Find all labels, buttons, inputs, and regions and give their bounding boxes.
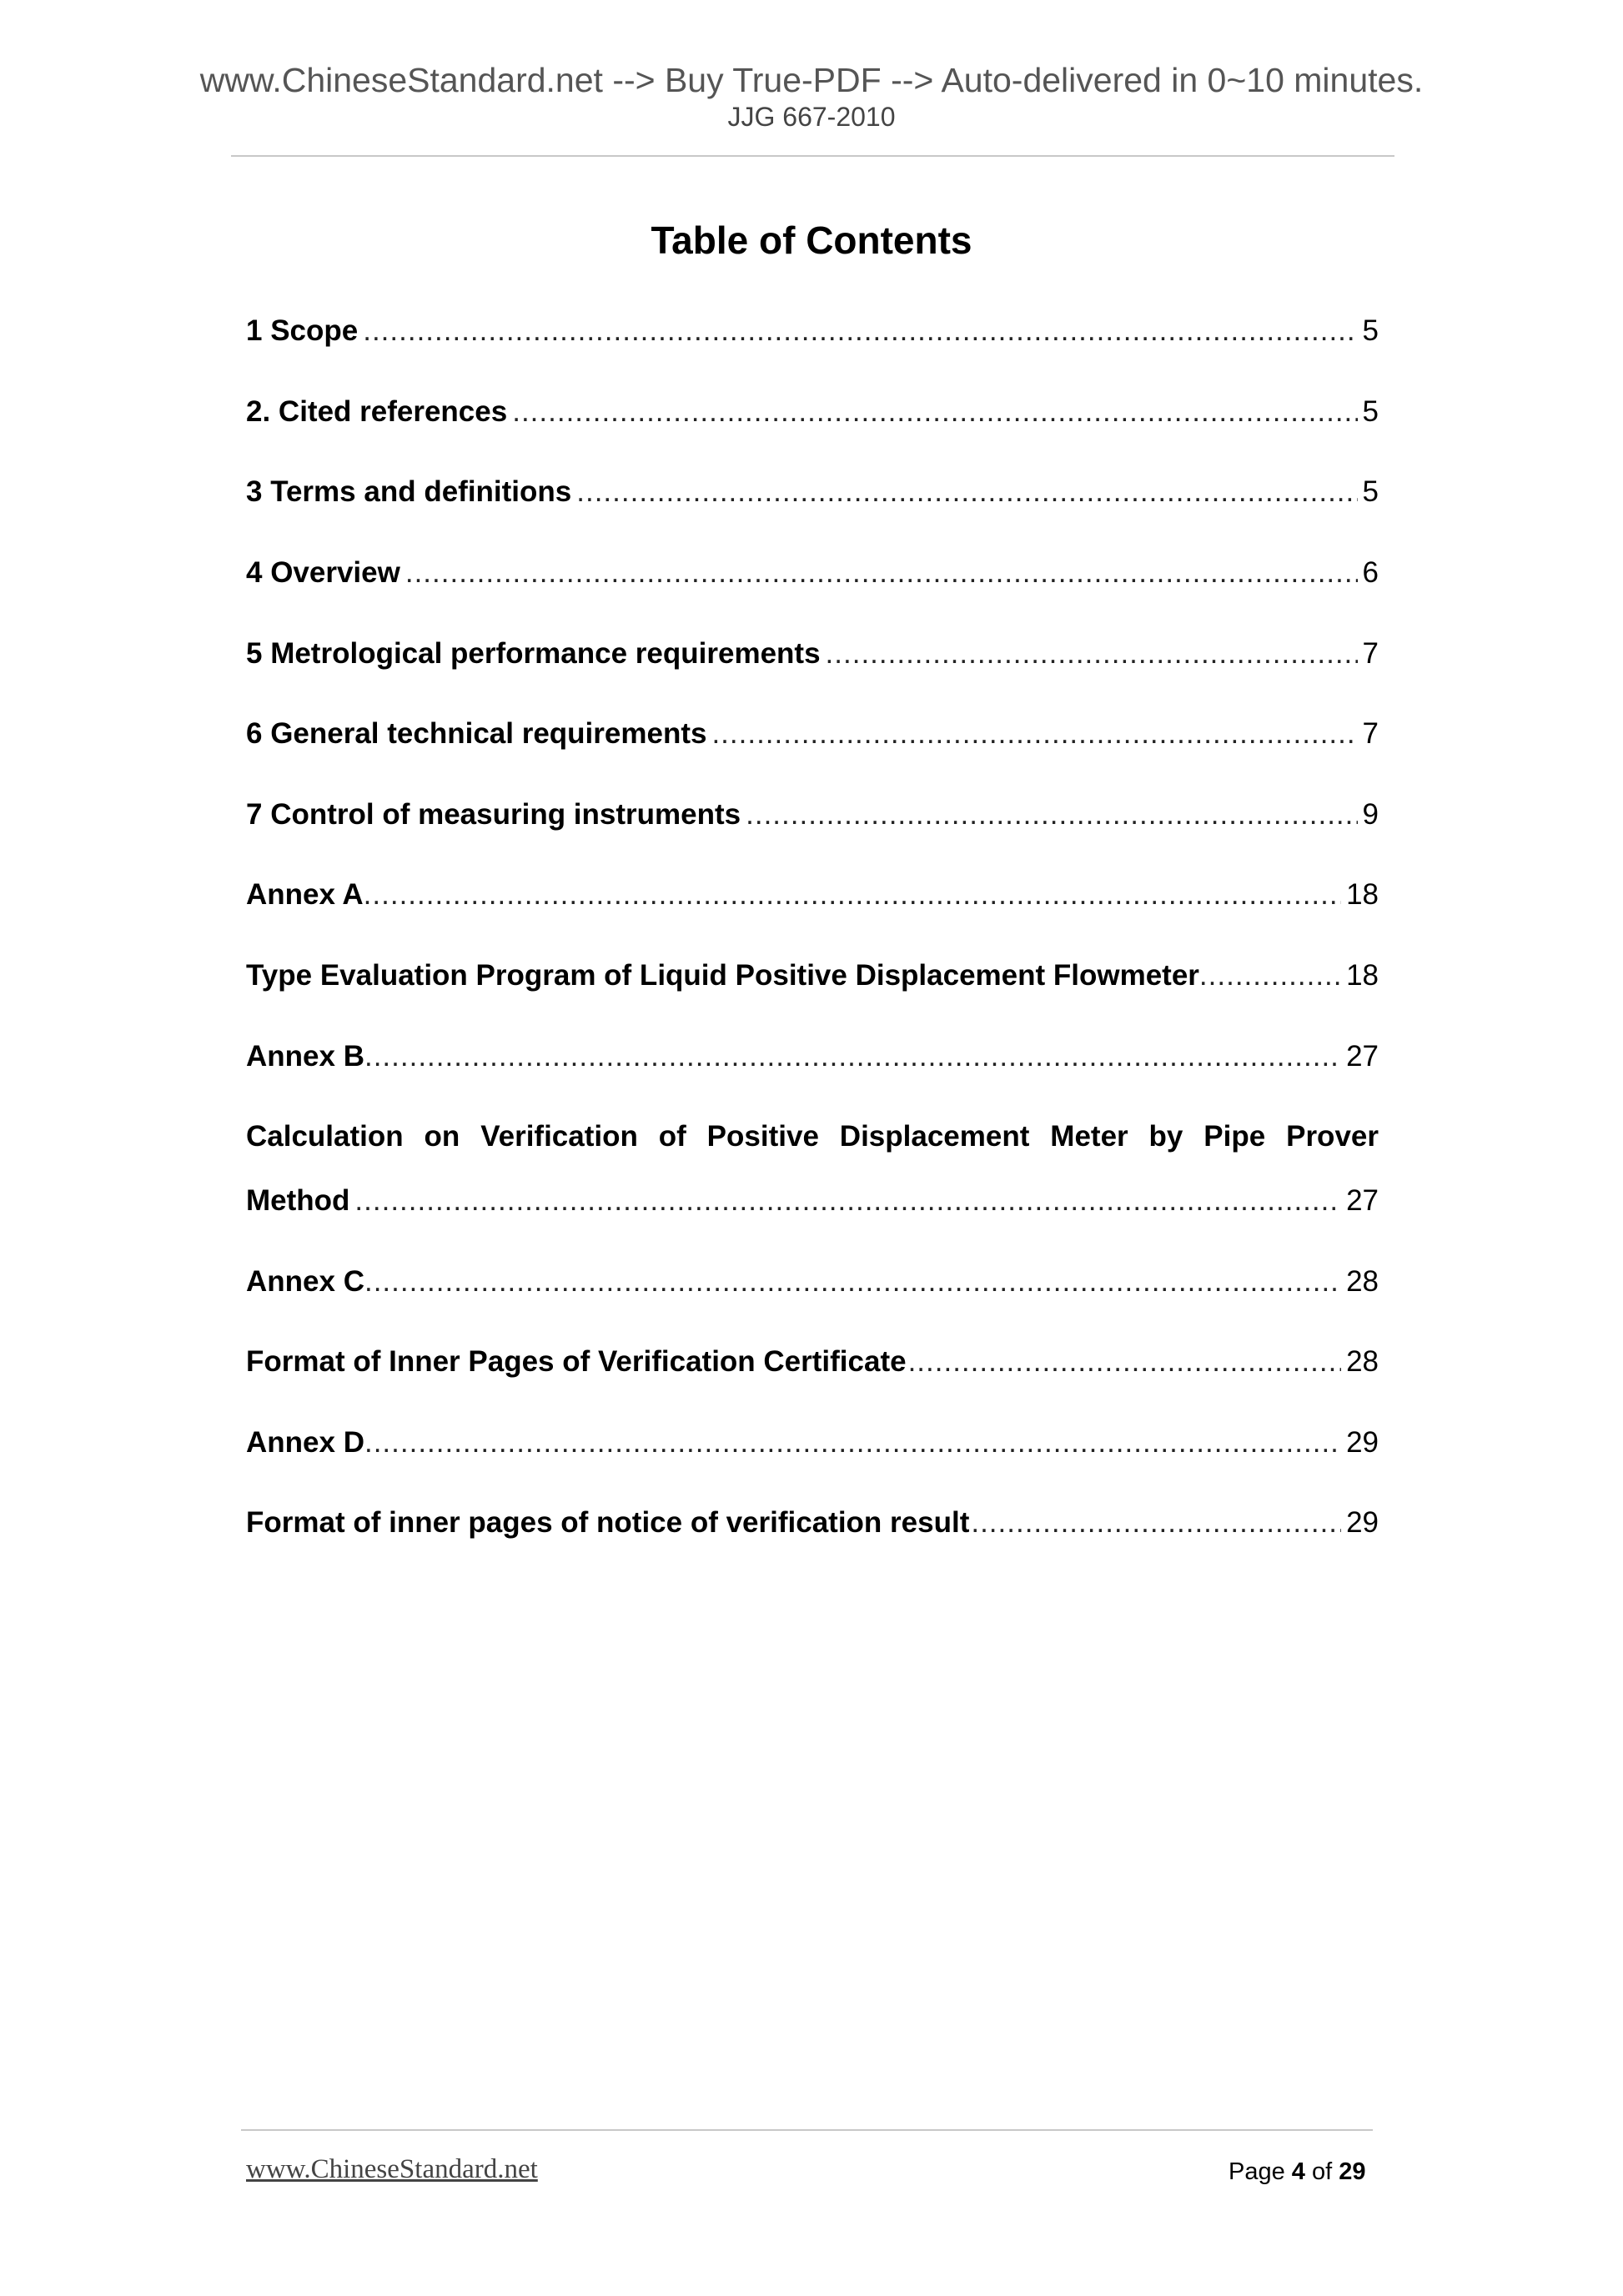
toc-entry-page: 28 xyxy=(1346,1345,1379,1378)
toc-entry-page: 9 xyxy=(1362,798,1379,831)
toc-entry-label: 3 Terms and definitions xyxy=(246,475,572,508)
page-current: 4 xyxy=(1291,2158,1305,2185)
toc-entry-label: 6 General technical requirements xyxy=(246,717,707,750)
toc-entry-scope[interactable] xyxy=(246,314,1379,348)
toc-entry-page: 5 xyxy=(1362,395,1379,428)
toc-entry-verification-certificate-format[interactable] xyxy=(246,1345,1379,1379)
page-prefix: Page xyxy=(1229,2158,1285,2185)
dot-leader xyxy=(711,717,1357,751)
toc-entry-page: 7 xyxy=(1362,717,1379,750)
toc-entry-label: Format of Inner Pages of Verification Certificate xyxy=(246,1345,907,1378)
toc-entry-annex-d[interactable] xyxy=(246,1426,1379,1459)
toc-entry-page: 27 xyxy=(1346,1040,1379,1073)
toc-entry-page: 29 xyxy=(1346,1426,1379,1459)
toc-entry-page: 7 xyxy=(1362,637,1379,670)
toc-entry-verification-result-format[interactable] xyxy=(246,1506,1379,1540)
toc-entry-page: 5 xyxy=(1362,475,1379,508)
dot-leader xyxy=(364,1040,1341,1073)
toc-entry-annex-c[interactable] xyxy=(246,1265,1379,1299)
dot-leader xyxy=(746,798,1357,831)
footer-divider xyxy=(241,2129,1373,2131)
page-number xyxy=(1229,2160,1366,2184)
toc-entry-label: Annex B xyxy=(246,1040,364,1073)
toc-entry-calculation-line1[interactable]: Calculation on Verification of Positive Displacement Meter by Pipe Prover xyxy=(246,1120,1379,1153)
toc-entry-terms-definitions[interactable] xyxy=(246,475,1379,509)
toc-entry-label: Annex C xyxy=(246,1265,364,1298)
dot-leader xyxy=(364,1265,1341,1299)
toc-entry-page: 6 xyxy=(1362,556,1379,589)
toc-entry-type-evaluation-program[interactable] xyxy=(246,959,1379,992)
toc-entry-label: Annex A xyxy=(246,878,364,911)
toc-entry-label: Method xyxy=(246,1184,350,1217)
toc-title: Table of Contents xyxy=(651,219,972,262)
header-banner: www.ChineseStandard.net --> Buy True-PDF --> Auto-delivered in 0~10 minutes. xyxy=(199,61,1424,99)
footer-site-link[interactable]: www.ChineseStandard.net xyxy=(246,2154,538,2184)
toc-entry-label: 4 Overview xyxy=(246,556,400,589)
dot-leader xyxy=(576,475,1357,509)
toc-entry-page: 5 xyxy=(1362,314,1379,347)
toc-entry-cited-references[interactable] xyxy=(246,395,1379,429)
dot-leader xyxy=(364,878,1341,912)
dot-leader xyxy=(971,1506,1341,1540)
toc-entry-label: 7 Control of measuring instruments xyxy=(246,798,741,831)
toc-entry-annex-b[interactable] xyxy=(246,1040,1379,1073)
toc-entry-calculation-method[interactable] xyxy=(246,1184,1379,1218)
toc-entry-metrological-requirements[interactable] xyxy=(246,637,1379,671)
toc-entry-annex-a[interactable] xyxy=(246,878,1379,912)
toc-entry-page: 28 xyxy=(1346,1265,1379,1298)
page-total: 29 xyxy=(1339,2158,1366,2185)
dot-leader xyxy=(363,314,1357,348)
toc-entry-page: 18 xyxy=(1346,878,1379,911)
toc-entry-general-technical-requirements[interactable] xyxy=(246,717,1379,751)
toc-entry-page: 18 xyxy=(1346,959,1379,992)
toc-entry-label: Annex D xyxy=(246,1426,364,1459)
dot-leader xyxy=(826,637,1358,671)
toc-entry-label: 2. Cited references xyxy=(246,395,508,428)
page-of: of xyxy=(1312,2158,1333,2185)
toc-entry-label: 1 Scope xyxy=(246,314,359,347)
dot-leader xyxy=(1199,959,1341,992)
toc-entry-page: 29 xyxy=(1346,1506,1379,1539)
dot-leader xyxy=(354,1184,1341,1218)
header-divider xyxy=(231,155,1394,157)
toc-entry-overview[interactable] xyxy=(246,556,1379,590)
document-code: JJG 667-2010 xyxy=(727,102,896,132)
toc-entry-control-instruments[interactable] xyxy=(246,798,1379,831)
dot-leader xyxy=(405,556,1358,590)
dot-leader xyxy=(364,1426,1341,1459)
dot-leader xyxy=(512,395,1357,429)
toc-entry-label: 5 Metrological performance requirements xyxy=(246,637,821,670)
dot-leader xyxy=(908,1345,1341,1379)
toc-entry-page: 27 xyxy=(1346,1184,1379,1217)
toc-entry-label: Format of inner pages of notice of verification result xyxy=(246,1506,970,1539)
toc-entry-label: Type Evaluation Program of Liquid Positive Displacement Flowmeter xyxy=(246,959,1199,992)
